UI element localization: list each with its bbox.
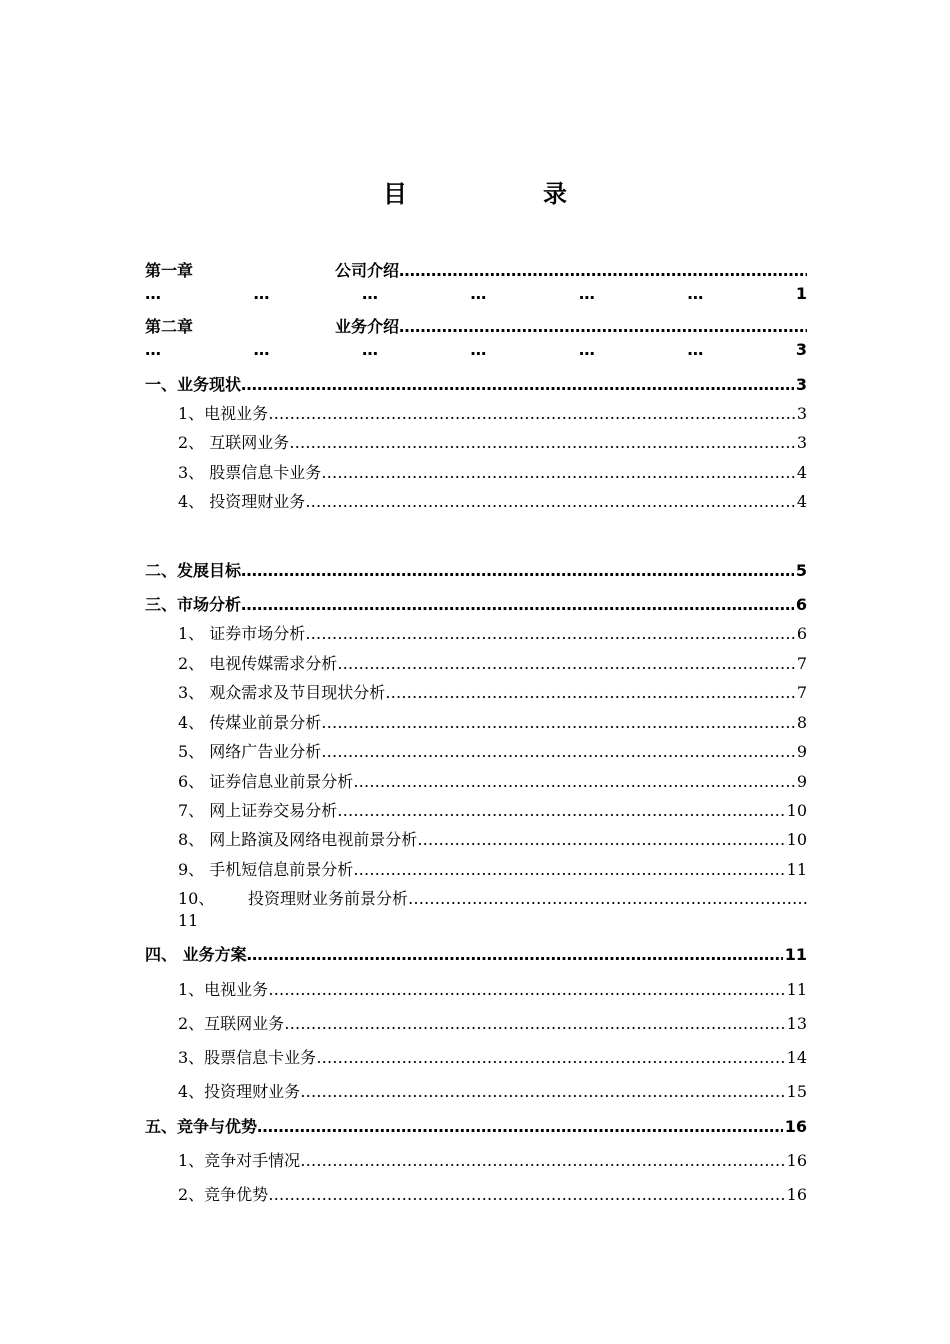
toc-item-1-1[interactable] [178, 403, 807, 425]
dot-leader [321, 712, 795, 734]
item-page: 6 [796, 624, 807, 643]
item-label: 5、 网络广告业分析 [178, 742, 322, 761]
dot-leader [268, 403, 795, 425]
toc-item-4-4[interactable] [178, 1081, 807, 1103]
item-page: 15 [786, 1082, 807, 1101]
item-page: 7 [796, 654, 807, 673]
item-page: 9 [796, 772, 807, 791]
section-4-label: 四、 业务方案 [145, 945, 247, 964]
item-label: 9、 手机短信息前景分析 [178, 860, 354, 879]
item-page: 4 [796, 463, 807, 482]
dot-leader [247, 944, 783, 966]
item-page: 16 [786, 1151, 807, 1170]
toc-item-4-3[interactable] [178, 1047, 807, 1069]
item-label: 4、投资理财业务 [178, 1082, 301, 1101]
item-label: 1、 证券市场分析 [178, 624, 306, 643]
item-page: 10 [786, 801, 807, 820]
dot-leader [305, 623, 795, 645]
toc-item-1-3[interactable] [178, 462, 807, 484]
item-label: 2、竞争优势 [178, 1185, 269, 1204]
section-1-label: 一、业务现状 [145, 375, 242, 394]
dot-leader [305, 491, 795, 513]
chapter-1-page: 1 [795, 284, 807, 303]
item-number: 10、 [178, 889, 215, 908]
dot-leader [300, 1081, 784, 1103]
section-2-page: 5 [795, 561, 807, 580]
toc-item-3-7[interactable] [178, 800, 807, 822]
toc-item-5-2[interactable] [178, 1184, 807, 1206]
item-label: 1、电视业务 [178, 980, 269, 999]
item-page: 8 [796, 713, 807, 732]
section-2-label: 二、发展目标 [145, 561, 242, 580]
dot-leader [241, 374, 794, 396]
toc-item-3-10-continuation [178, 910, 807, 932]
toc-item-1-4[interactable] [178, 491, 807, 513]
item-label: 3、 观众需求及节目现状分析 [178, 683, 386, 702]
dot-leader [300, 1150, 784, 1172]
dot-leader [284, 1013, 784, 1035]
item-page: 14 [786, 1048, 807, 1067]
chapter-1-prefix: 第一章 [145, 261, 194, 280]
item-label: 1、电视业务 [178, 404, 269, 423]
toc-item-3-4[interactable] [178, 712, 807, 734]
toc-item-3-9[interactable] [178, 859, 807, 881]
item-page: 7 [796, 683, 807, 702]
item-label: 2、互联网业务 [178, 1014, 285, 1033]
toc-section-2[interactable] [145, 560, 807, 582]
dot-leader [337, 653, 795, 675]
item-page: 11 [786, 860, 807, 879]
chapter-2-page: 3 [795, 340, 807, 359]
toc-item-3-8[interactable] [178, 829, 807, 851]
dot-leader [353, 859, 784, 881]
page-title [0, 174, 950, 209]
toc-item-3-3[interactable] [178, 682, 807, 704]
section-5-page: 16 [784, 1117, 807, 1136]
dot-leader [353, 771, 795, 793]
toc-item-3-10[interactable] [178, 888, 807, 910]
dot-leader [268, 1184, 784, 1206]
dot-leader [241, 560, 794, 582]
dot-leader [241, 594, 794, 616]
dot-leader [257, 1116, 783, 1138]
item-label: 7、 网上证券交易分析 [178, 801, 338, 820]
toc-item-3-2[interactable] [178, 653, 807, 675]
dot-leader [289, 432, 795, 454]
toc-section-3[interactable] [145, 594, 807, 616]
toc-item-5-1[interactable] [178, 1150, 807, 1172]
toc-item-4-2[interactable] [178, 1013, 807, 1035]
dot-leader [399, 316, 807, 338]
item-page: 4 [796, 492, 807, 511]
dot-leader [321, 462, 795, 484]
toc-chapter-2-continuation: … … … … … … 3 [145, 340, 807, 359]
toc-section-5[interactable] [145, 1116, 807, 1138]
toc-chapter-1-continuation: … … … … … … 1 [145, 284, 807, 303]
section-3-label: 三、市场分析 [145, 595, 242, 614]
toc-section-4[interactable] [145, 944, 807, 966]
item-page: 9 [796, 742, 807, 761]
item-label: 6、 证券信息业前景分析 [178, 772, 354, 791]
toc-item-4-1[interactable] [178, 979, 807, 1001]
dot-leader [321, 741, 795, 763]
dot-leader [417, 829, 784, 851]
item-label: 1、竞争对手情况 [178, 1151, 301, 1170]
dot-leader [268, 979, 784, 1001]
toc-item-3-6[interactable] [178, 771, 807, 793]
item-page: 3 [796, 404, 807, 423]
item-label: 3、 股票信息卡业务 [178, 463, 322, 482]
toc-chapter-1[interactable] [145, 260, 807, 282]
item-label: 2、 电视传媒需求分析 [178, 654, 338, 673]
dot-leader [399, 260, 807, 282]
title-char-right: 录 [543, 180, 567, 208]
chapter-2-prefix: 第二章 [145, 317, 194, 336]
toc-chapter-2[interactable] [145, 316, 807, 338]
item-label: 4、 投资理财业务 [178, 492, 306, 511]
chapter-1-label: 公司介绍 [335, 261, 400, 280]
item-label: 3、股票信息卡业务 [178, 1048, 317, 1067]
section-4-page: 11 [784, 945, 807, 964]
item-label: 投资理财业务前景分析 [248, 889, 409, 908]
section-5-label: 五、竞争与优势 [145, 1117, 258, 1136]
toc-section-1[interactable] [145, 374, 807, 396]
dot-leader [408, 888, 807, 910]
item-label: 2、 互联网业务 [178, 433, 290, 452]
chapter-2-label: 业务介绍 [335, 317, 400, 336]
title-char-left: 目 [383, 180, 407, 208]
item-page: 11 [178, 911, 199, 930]
item-page: 13 [786, 1014, 807, 1033]
item-page: 11 [786, 980, 807, 999]
dot-leader [316, 1047, 784, 1069]
dot-leader [337, 800, 784, 822]
dot-leader [385, 682, 795, 704]
section-1-page: 3 [795, 375, 807, 394]
item-label: 4、 传煤业前景分析 [178, 713, 322, 732]
section-3-page: 6 [795, 595, 807, 614]
item-page: 10 [786, 830, 807, 849]
toc-item-3-1[interactable] [178, 623, 807, 645]
item-page: 3 [796, 433, 807, 452]
toc-item-1-2[interactable] [178, 432, 807, 454]
item-label: 8、 网上路演及网络电视前景分析 [178, 830, 418, 849]
item-page: 16 [786, 1185, 807, 1204]
toc-item-3-5[interactable] [178, 741, 807, 763]
